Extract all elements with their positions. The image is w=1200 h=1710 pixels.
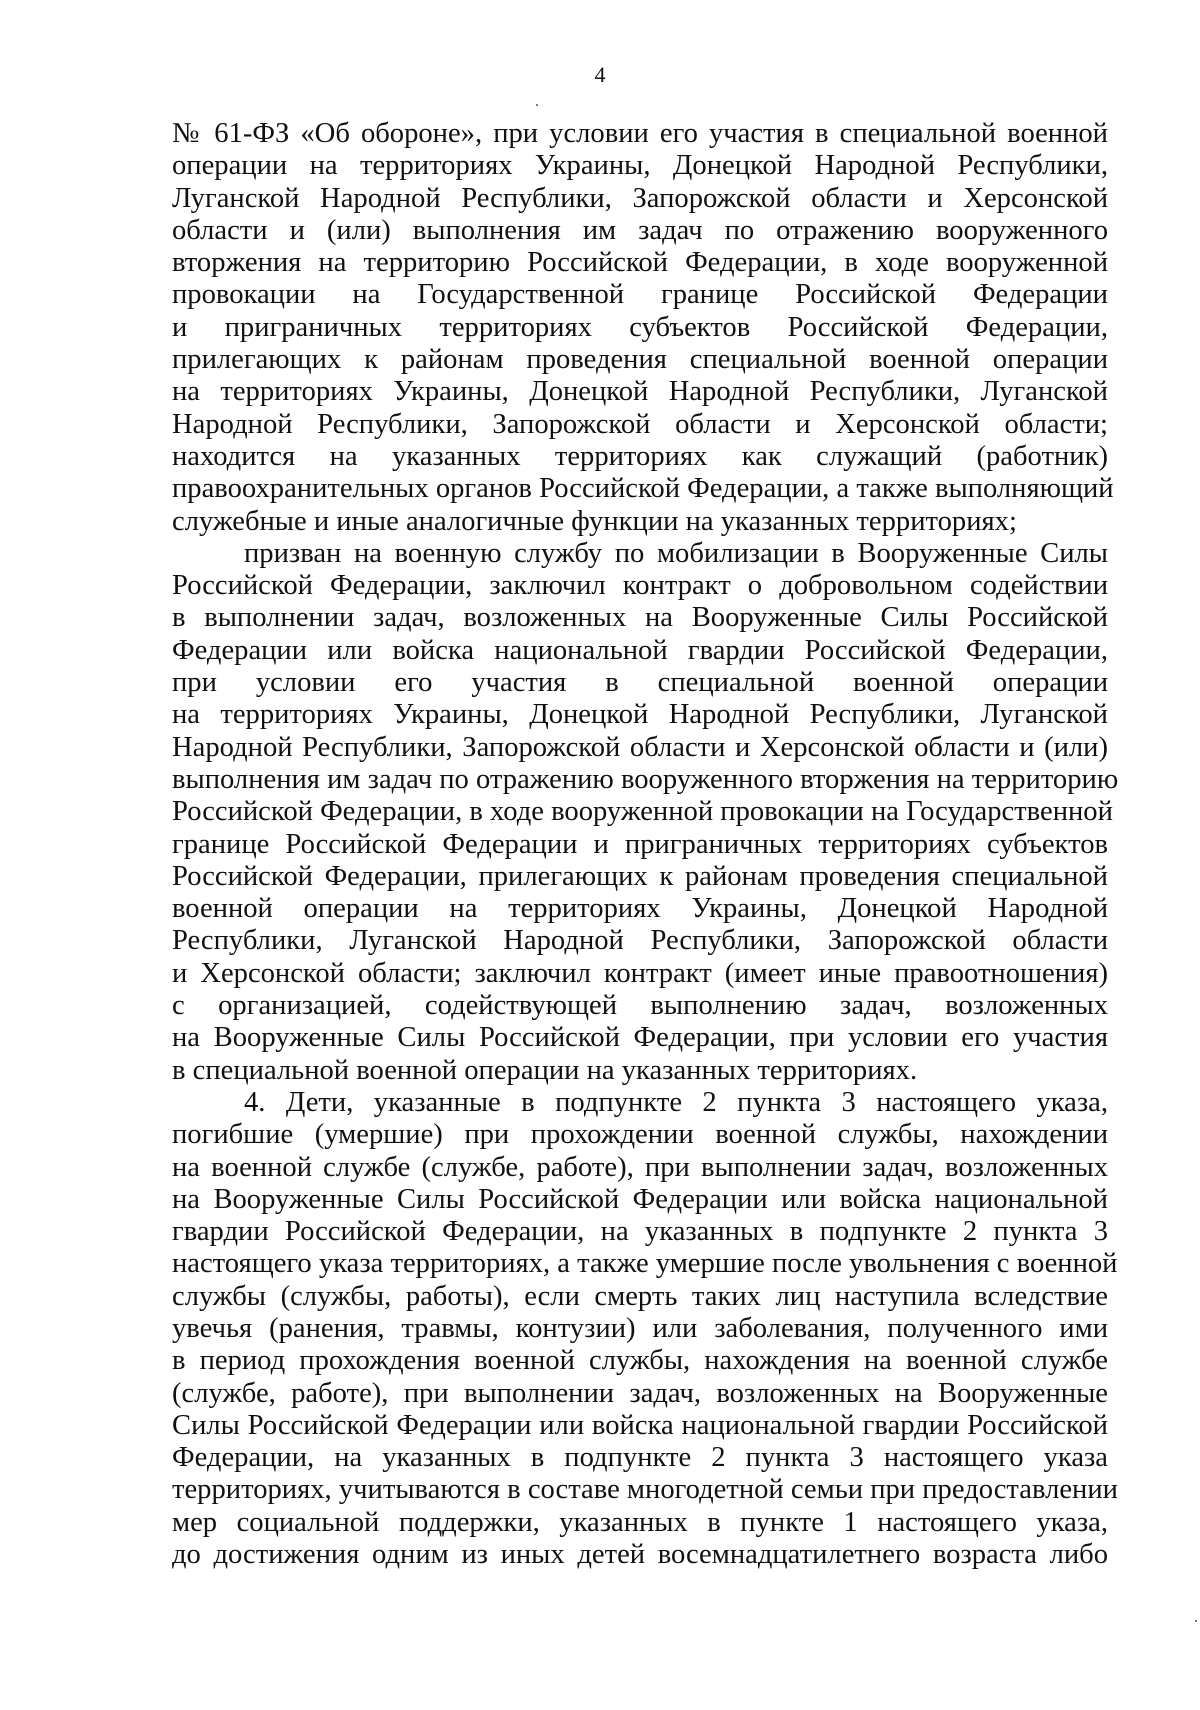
text-line: границе Российской Федерации и приграничных территориях субъектов	[172, 828, 1108, 860]
text-line: Республики, Луганской Народной Республики, Запорожской области	[172, 925, 1108, 957]
text-line: мер социальной поддержки, указанных в пункте 1 настоящего указа,	[172, 1506, 1108, 1538]
text-line: провокации на Государственной границе Российской Федерации	[172, 279, 1108, 311]
text-line: на территориях Украины, Донецкой Народной Республики, Луганской	[172, 699, 1108, 731]
page-number: 4	[594, 62, 606, 87]
text-line: настоящего указа территориях, а также умершие после увольнения с военной	[172, 1248, 1118, 1280]
paragraph	[172, 1086, 1118, 1571]
text-line: до достижения одним из иных детей восемнадцатилетнего возраста либо	[172, 1539, 1108, 1571]
text-line: в специальной военной операции на указанных территориях.	[172, 1054, 918, 1086]
text-line: увечья (ранения, травмы, контузии) или заболевания, полученного ими	[172, 1312, 1108, 1344]
text-line: (службе, работе), при выполнении задач, возложенных на Вооруженные	[172, 1377, 1108, 1409]
text-line: операции на территориях Украины, Донецкой Народной Республики,	[172, 150, 1108, 182]
text-line: погибшие (умершие) при прохождении военной службы, нахождении	[172, 1119, 1108, 1151]
text-line: в период прохождения военной службы, нахождения на военной службе	[172, 1345, 1108, 1377]
text-line: Федерации или войска национальной гвардии Российской Федерации,	[172, 634, 1108, 666]
text-line: и Херсонской области; заключил контракт (имеет иные правоотношения)	[172, 957, 1108, 989]
text-line: Народной Республики, Запорожской области и Херсонской области и (или)	[172, 731, 1108, 763]
text-line: гвардии Российской Федерации, на указанных в подпункте 2 пункта 3	[172, 1216, 1108, 1248]
text-line: выполнения им задач по отражению вооруженного вторжения на территорию	[172, 763, 1119, 795]
text-line: территориях, учитываются в составе многодетной семьи при предоставлении	[172, 1474, 1118, 1506]
text-line: Российской Федерации, прилегающих к районам проведения специальной	[172, 860, 1108, 892]
text-line: № 61-ФЗ «Об обороне», при условии его участия в специальной военной	[172, 118, 1108, 149]
paragraph	[172, 118, 1114, 538]
text-line: с организацией, содействующей выполнению задач, возложенных	[172, 990, 1108, 1022]
text-line: на Вооруженные Силы Российской Федерации, при условии его участия	[172, 1022, 1108, 1054]
text-line: Российской Федерации, заключил контракт о добровольном содействии	[172, 570, 1108, 602]
text-line: служебные и иные аналогичные функции на указанных территориях;	[172, 505, 1017, 537]
text-line: Луганской Народной Республики, Запорожской области и Херсонской	[172, 182, 1108, 214]
text-line: Федерации, на указанных в подпункте 2 пункта 3 настоящего указа	[172, 1442, 1108, 1474]
text-line: военной операции на территориях Украины, Донецкой Народной	[172, 893, 1108, 925]
text-line: и приграничных территориях субъектов Российской Федерации,	[172, 311, 1108, 343]
text-line: при условии его участия в специальной военной операции	[172, 667, 1108, 699]
text-line: 4. Дети, указанные в подпункте 2 пункта 3 настоящего указа,	[244, 1086, 1108, 1118]
text-line: в выполнении задач, возложенных на Вооруженные Силы Российской	[172, 602, 1108, 634]
text-line: вторжения на территорию Российской Федерации, в ходе вооруженной	[172, 247, 1108, 279]
scan-artifact-dot	[536, 104, 538, 106]
text-line: службы (службы, работы), если смерть таких лиц наступила вследствие	[172, 1280, 1108, 1312]
scan-artifact-dot	[1195, 1620, 1197, 1622]
text-line: на Вооруженные Силы Российской Федерации или войска национальной	[172, 1183, 1108, 1215]
text-line: на территориях Украины, Донецкой Народной Республики, Луганской	[172, 376, 1108, 408]
text-line: находится на указанных территориях как служащий (работник)	[172, 440, 1108, 472]
text-line: правоохранительных органов Российской Федерации, а также выполняющий	[172, 473, 1114, 505]
text-line: области и (или) выполнения им задач по отражению вооруженного	[172, 214, 1108, 246]
text-line: Силы Российской Федерации или войска национальной гвардии Российской	[172, 1409, 1108, 1441]
text-line: призван на военную службу по мобилизации в Вооруженные Силы	[244, 537, 1108, 569]
text-line: Народной Республики, Запорожской области и Херсонской области;	[172, 408, 1108, 440]
text-line: на военной службе (службе, работе), при выполнении задач, возложенных	[172, 1151, 1108, 1183]
text-line: прилегающих к районам проведения специальной военной операции	[172, 344, 1108, 376]
paragraph	[172, 537, 1119, 1087]
text-line: Российской Федерации, в ходе вооруженной провокации на Государственной	[172, 796, 1113, 828]
document-body	[172, 118, 1119, 1571]
